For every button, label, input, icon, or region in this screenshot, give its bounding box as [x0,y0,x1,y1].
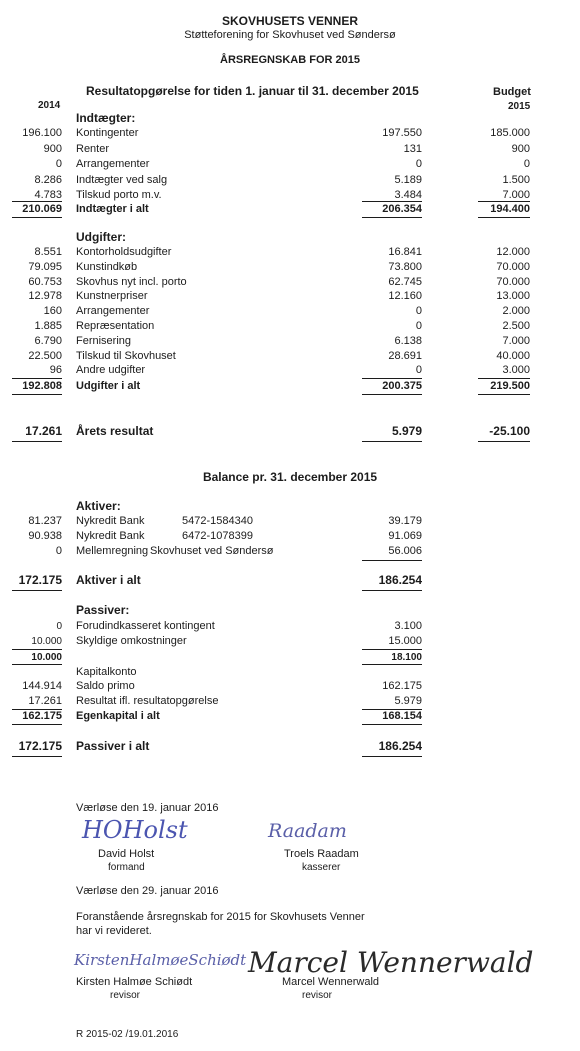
budget-label: Budget [493,86,531,98]
actual-value: 12.160 [388,290,422,303]
actual-value: 206.354 [382,203,422,215]
liability-row [0,635,580,649]
actual-value: 28.691 [388,349,422,362]
prev-value: 12.978 [28,290,62,303]
budget-value: 13.000 [496,290,530,303]
signature-marcel-wennerwald: Marcel Wennerwald [248,946,534,979]
budget-value: 70.000 [496,275,530,288]
income-row [0,158,580,172]
budget-value: -25.100 [489,424,530,438]
actual-value: 131 [403,142,422,155]
row-label: Indtægter ved salg [76,173,168,186]
prev-value: 162.175 [22,710,62,722]
budget-value: 185.000 [490,127,530,139]
budget-value: 7.000 [502,189,530,201]
signature-troels-raadam: Raadam [268,820,347,842]
prev-value: 1.885 [34,320,62,332]
budget-value: 70.000 [496,260,530,273]
actual-value: 0 [415,305,422,318]
budget-year-label: 2015 [508,101,531,112]
rule [478,394,530,395]
signer1-role: formand [108,862,145,873]
signature-david-holst: HOHolst [82,816,188,844]
rule [12,724,62,725]
prev-value: 192.808 [22,380,62,392]
expense-heading: Udgifter: [76,230,126,244]
prev-value: 144.914 [22,680,62,692]
place-date-1: Værløse den 19. januar 2016 [76,802,219,814]
signer4-name: Marcel Wennerwald [282,976,380,988]
actual-value: 3.100 [394,620,422,632]
place-date-2: Værløse den 29. januar 2016 [76,885,219,897]
prev-value: 160 [43,305,62,318]
actual-value: 186.254 [378,573,422,587]
assets-total-row [0,574,580,588]
rule [362,590,422,591]
row-label: Tilskud porto m.v. [76,189,162,201]
expense-row [0,364,580,378]
actual-value: 39.179 [388,515,422,527]
row-label: Skovhus nyt incl. porto [76,275,187,288]
expense-row [0,305,580,319]
row-label: Forudindkasseret kontingent [76,620,215,632]
expense-total-row [0,380,580,394]
actual-value: 15.000 [388,635,422,647]
budget-value: 12.000 [496,246,530,258]
prev-value: 4.783 [34,189,62,201]
actual-value: 5.189 [394,173,422,186]
budget-value: 2.500 [502,320,530,332]
rule [362,394,422,395]
budget-value: 194.400 [490,203,530,215]
rule [362,756,422,757]
prev-value: 8.551 [34,246,62,258]
rule [362,441,422,442]
account-value: 6472-1078399 [182,530,253,542]
prev-value: 22.500 [28,349,62,362]
rule [478,441,530,442]
actual-value: 62.745 [388,275,422,288]
budget-value: 3.000 [502,364,530,377]
row-label: Saldo primo [76,680,135,692]
income-row [0,174,580,188]
expense-row [0,335,580,349]
row-label: Resultat ifl. resultatopgørelse [76,695,219,707]
signature-kirsten-schiodt: KirstenHalmøeSchiødt [74,951,247,969]
equity-total-row [0,710,580,724]
account-value: 5472-1584340 [182,515,253,527]
budget-value: 900 [511,142,530,155]
row-label: Kunstnerpriser [76,290,148,303]
row-label: Passiver i alt [76,739,150,753]
asset-row [0,530,580,544]
row-label: Nykredit Bank [76,515,145,527]
prev-value: 0 [56,621,62,632]
result-title: Resultatopgørelse for tiden 1. januar til 31. december 2015 [86,84,419,98]
row-label: Indtægter i alt [76,203,149,215]
signer2-name: Troels Raadam [284,848,359,860]
rule [362,217,422,218]
prev-value: 196.100 [22,127,62,139]
prev-value: 60.753 [28,275,62,288]
budget-value: 0 [523,158,530,170]
prev-value: 8.286 [34,173,62,186]
rule [12,217,62,218]
income-row [0,143,580,157]
row-label: Kontingenter [76,127,139,139]
rule [12,378,62,379]
rule [362,664,422,665]
actual-value: 197.550 [382,127,422,139]
liabilities-subtotal-row [0,651,580,665]
expense-row [0,261,580,275]
expense-row [0,290,580,304]
rule [362,649,422,650]
audit-statement-line2: har vi revideret. [76,925,152,937]
row-label: Aktiver i alt [76,573,141,587]
row-label: Kontorholdsudgifter [76,246,172,258]
account-value: Skovhuset ved Søndersø [150,545,274,557]
row-label: Mellemregning [76,545,149,557]
actual-value: 3.484 [394,189,422,201]
prev-value: 210.069 [22,203,62,215]
prev-value: 6.790 [34,334,62,347]
passiver-total-row [0,740,580,754]
expense-row [0,276,580,290]
budget-value: 7.000 [502,334,530,347]
row-label: Kunstindkøb [76,260,138,273]
equity-heading: Kapitalkonto [76,666,137,678]
row-label: Skyldige omkostninger [76,635,187,647]
row-label: Nykredit Bank [76,530,145,542]
footer-reference: R 2015-02 /19.01.2016 [76,1029,179,1040]
prev-value: 96 [49,364,62,377]
row-label: Udgifter i alt [76,380,141,392]
liabilities-heading: Passiver: [76,603,130,617]
expense-row [0,350,580,364]
actual-value: 73.800 [388,260,422,273]
row-label: Renter [76,142,110,155]
prev-value: 17.261 [28,695,62,707]
prev-value: 172.175 [18,573,62,587]
prev-value: 90.938 [28,530,62,542]
rule [362,201,422,202]
actual-value: 5.979 [391,424,422,438]
prev-value: 172.175 [18,739,62,753]
prev-value: 10.000 [31,636,62,647]
org-subtitle: Støtteforening for Skovhuset ved Søndersø [184,29,396,41]
row-label: Tilskud til Skovhuset [76,349,176,362]
income-row [0,127,580,141]
prev-value: 900 [43,142,62,155]
row-label: Repræsentation [76,320,155,332]
prev-value: 0 [55,158,62,170]
document-title: ÅRSREGNSKAB FOR 2015 [220,54,360,66]
balance-title: Balance pr. 31. december 2015 [202,470,378,484]
rule [478,201,530,202]
actual-value: 162.175 [382,680,422,692]
rule [12,441,62,442]
actual-value: 200.375 [382,380,422,392]
signer2-role: kasserer [302,862,341,873]
row-label: Egenkapital i alt [76,710,160,722]
signer3-role: revisor [110,990,141,1001]
rule [12,590,62,591]
actual-value: 16.841 [388,246,422,258]
liability-row [0,620,580,634]
rule [12,664,62,665]
actual-value: 0 [415,320,422,332]
rule [12,649,62,650]
actual-value: 6.138 [394,334,422,347]
expense-row [0,320,580,334]
rule [362,724,422,725]
signer1-name: David Holst [98,848,155,860]
rule [12,201,62,202]
actual-value: 168.154 [382,710,422,722]
actual-value: 5.979 [394,695,422,707]
audit-statement-line1: Foranstående årsregnskab for 2015 for Skovhusets Venner [76,911,365,923]
budget-value: 2.000 [502,305,530,318]
row-label: Årets resultat [76,424,154,438]
row-label: Arrangementer [76,158,150,170]
asset-row [0,515,580,529]
rule [478,378,530,379]
prev-value: 81.237 [28,515,62,527]
rule [478,217,530,218]
rule [362,560,422,561]
actual-value: 18.100 [391,652,422,663]
rule [12,394,62,395]
assets-heading: Aktiver: [76,499,121,513]
prev-value: 17.261 [25,424,62,438]
equity-row [0,695,580,709]
actual-value: 0 [415,158,422,170]
actual-value: 186.254 [378,739,422,753]
expense-row [0,246,580,260]
prev-value: 79.095 [28,260,62,273]
equity-row [0,680,580,694]
row-label: Fernisering [76,334,132,347]
prev-value: 0 [55,545,62,557]
actual-value: 56.006 [388,545,422,557]
income-heading: Indtægter: [76,111,136,125]
org-name: SKOVHUSETS VENNER [221,14,359,28]
actual-value: 0 [415,364,422,377]
row-label: Andre udgifter [76,364,146,377]
actual-value: 91.069 [388,530,422,542]
year-result-row [0,425,580,439]
rule [362,378,422,379]
asset-row [0,545,580,559]
row-label: Arrangementer [76,305,150,318]
income-total-row [0,203,580,217]
signer3-name: Kirsten Halmøe Schiødt [76,976,193,988]
prev-year-label: 2014 [38,100,61,111]
budget-value: 40.000 [496,349,530,362]
budget-value: 1.500 [502,173,530,186]
prev-value: 10.000 [31,652,62,663]
rule [12,756,62,757]
signer4-role: revisor [302,990,333,1001]
budget-value: 219.500 [490,380,530,392]
